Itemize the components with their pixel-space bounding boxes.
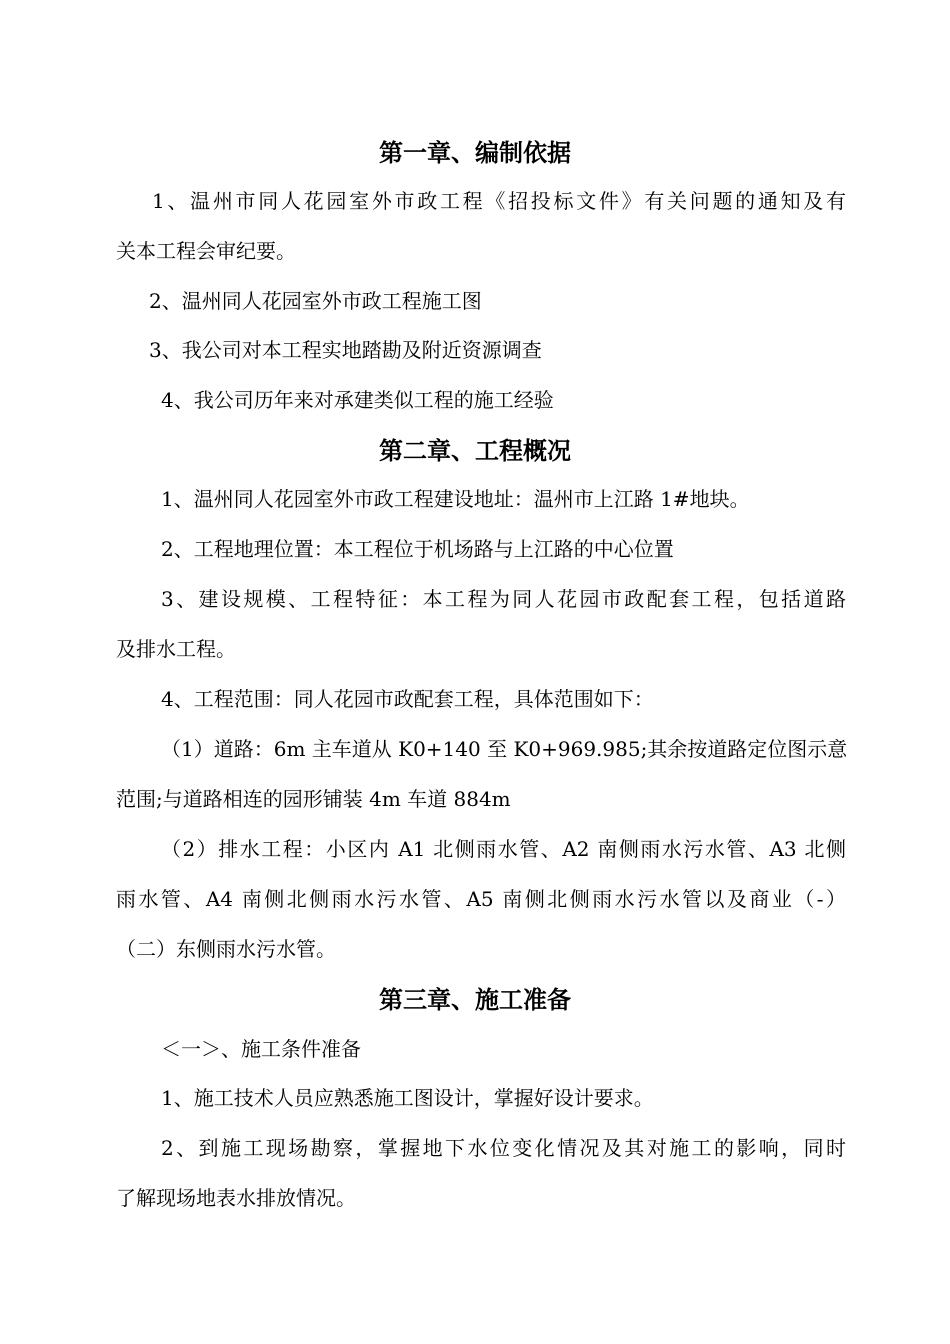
chapter-1-line-5: 4、我公司历年来对承建类似工程的施工经验 bbox=[161, 388, 554, 412]
chapter-2-line-9: 雨水管、A4 南侧北侧雨水污水管、A5 南侧北侧雨水污水管以及商业（-） bbox=[116, 887, 846, 911]
chapter-2-line-7: 范围;与道路相连的园形铺装 4m 车道 884m bbox=[116, 787, 511, 811]
chapter-3-line-3: 2、到施工现场勘察，掌握地下水位变化情况及其对施工的影响，同时 bbox=[161, 1136, 846, 1160]
chapter-2-line-4: 及排水工程。 bbox=[116, 637, 236, 661]
chapter-2-line-5: 4、工程范围：同人花园市政配套工程，具体范围如下： bbox=[161, 687, 654, 711]
chapter-2-line-3: 3、建设规模、工程特征：本工程为同人花园市政配套工程，包括道路 bbox=[161, 587, 846, 611]
chapter-1-line-4: 3、我公司对本工程实地踏勘及附近资源调查 bbox=[149, 338, 542, 362]
chapter-2-line-2: 2、工程地理位置：本工程位于机场路与上江路的中心位置 bbox=[161, 537, 674, 561]
chapter-2-line-8: （2）排水工程：小区内 A1 北侧雨水管、A2 南侧雨水污水管、A3 北侧 bbox=[161, 837, 846, 861]
chapter-1-line-1: 1、温州市同人花园室外市政工程《招投标文件》有关问题的通知及有 bbox=[152, 189, 846, 213]
chapter-3-line-2: 1、施工技术人员应熟悉施工图设计，掌握好设计要求。 bbox=[161, 1086, 654, 1110]
chapter-1-line-3: 2、温州同人花园室外市政工程施工图 bbox=[149, 289, 482, 313]
chapter-2-heading: 第二章、工程概况 bbox=[379, 436, 571, 465]
chapter-2-line-6: （1）道路：6m 主车道从 K0+140 至 K0+969.985;其余按道路定位图示意 bbox=[161, 737, 848, 761]
chapter-1-line-2: 关本工程会审纪要。 bbox=[116, 239, 296, 263]
chapter-3-heading: 第三章、施工准备 bbox=[379, 985, 571, 1014]
chapter-3-line-1: ＜一＞、施工条件准备 bbox=[161, 1037, 361, 1061]
chapter-2-line-1: 1、温州同人花园室外市政工程建设地址：温州市上江路 1#地块。 bbox=[161, 487, 750, 511]
chapter-2-line-10: （二）东侧雨水污水管。 bbox=[116, 937, 336, 961]
chapter-1-heading: 第一章、编制依据 bbox=[379, 138, 571, 167]
chapter-3-line-4: 了解现场地表水排放情况。 bbox=[116, 1186, 356, 1210]
